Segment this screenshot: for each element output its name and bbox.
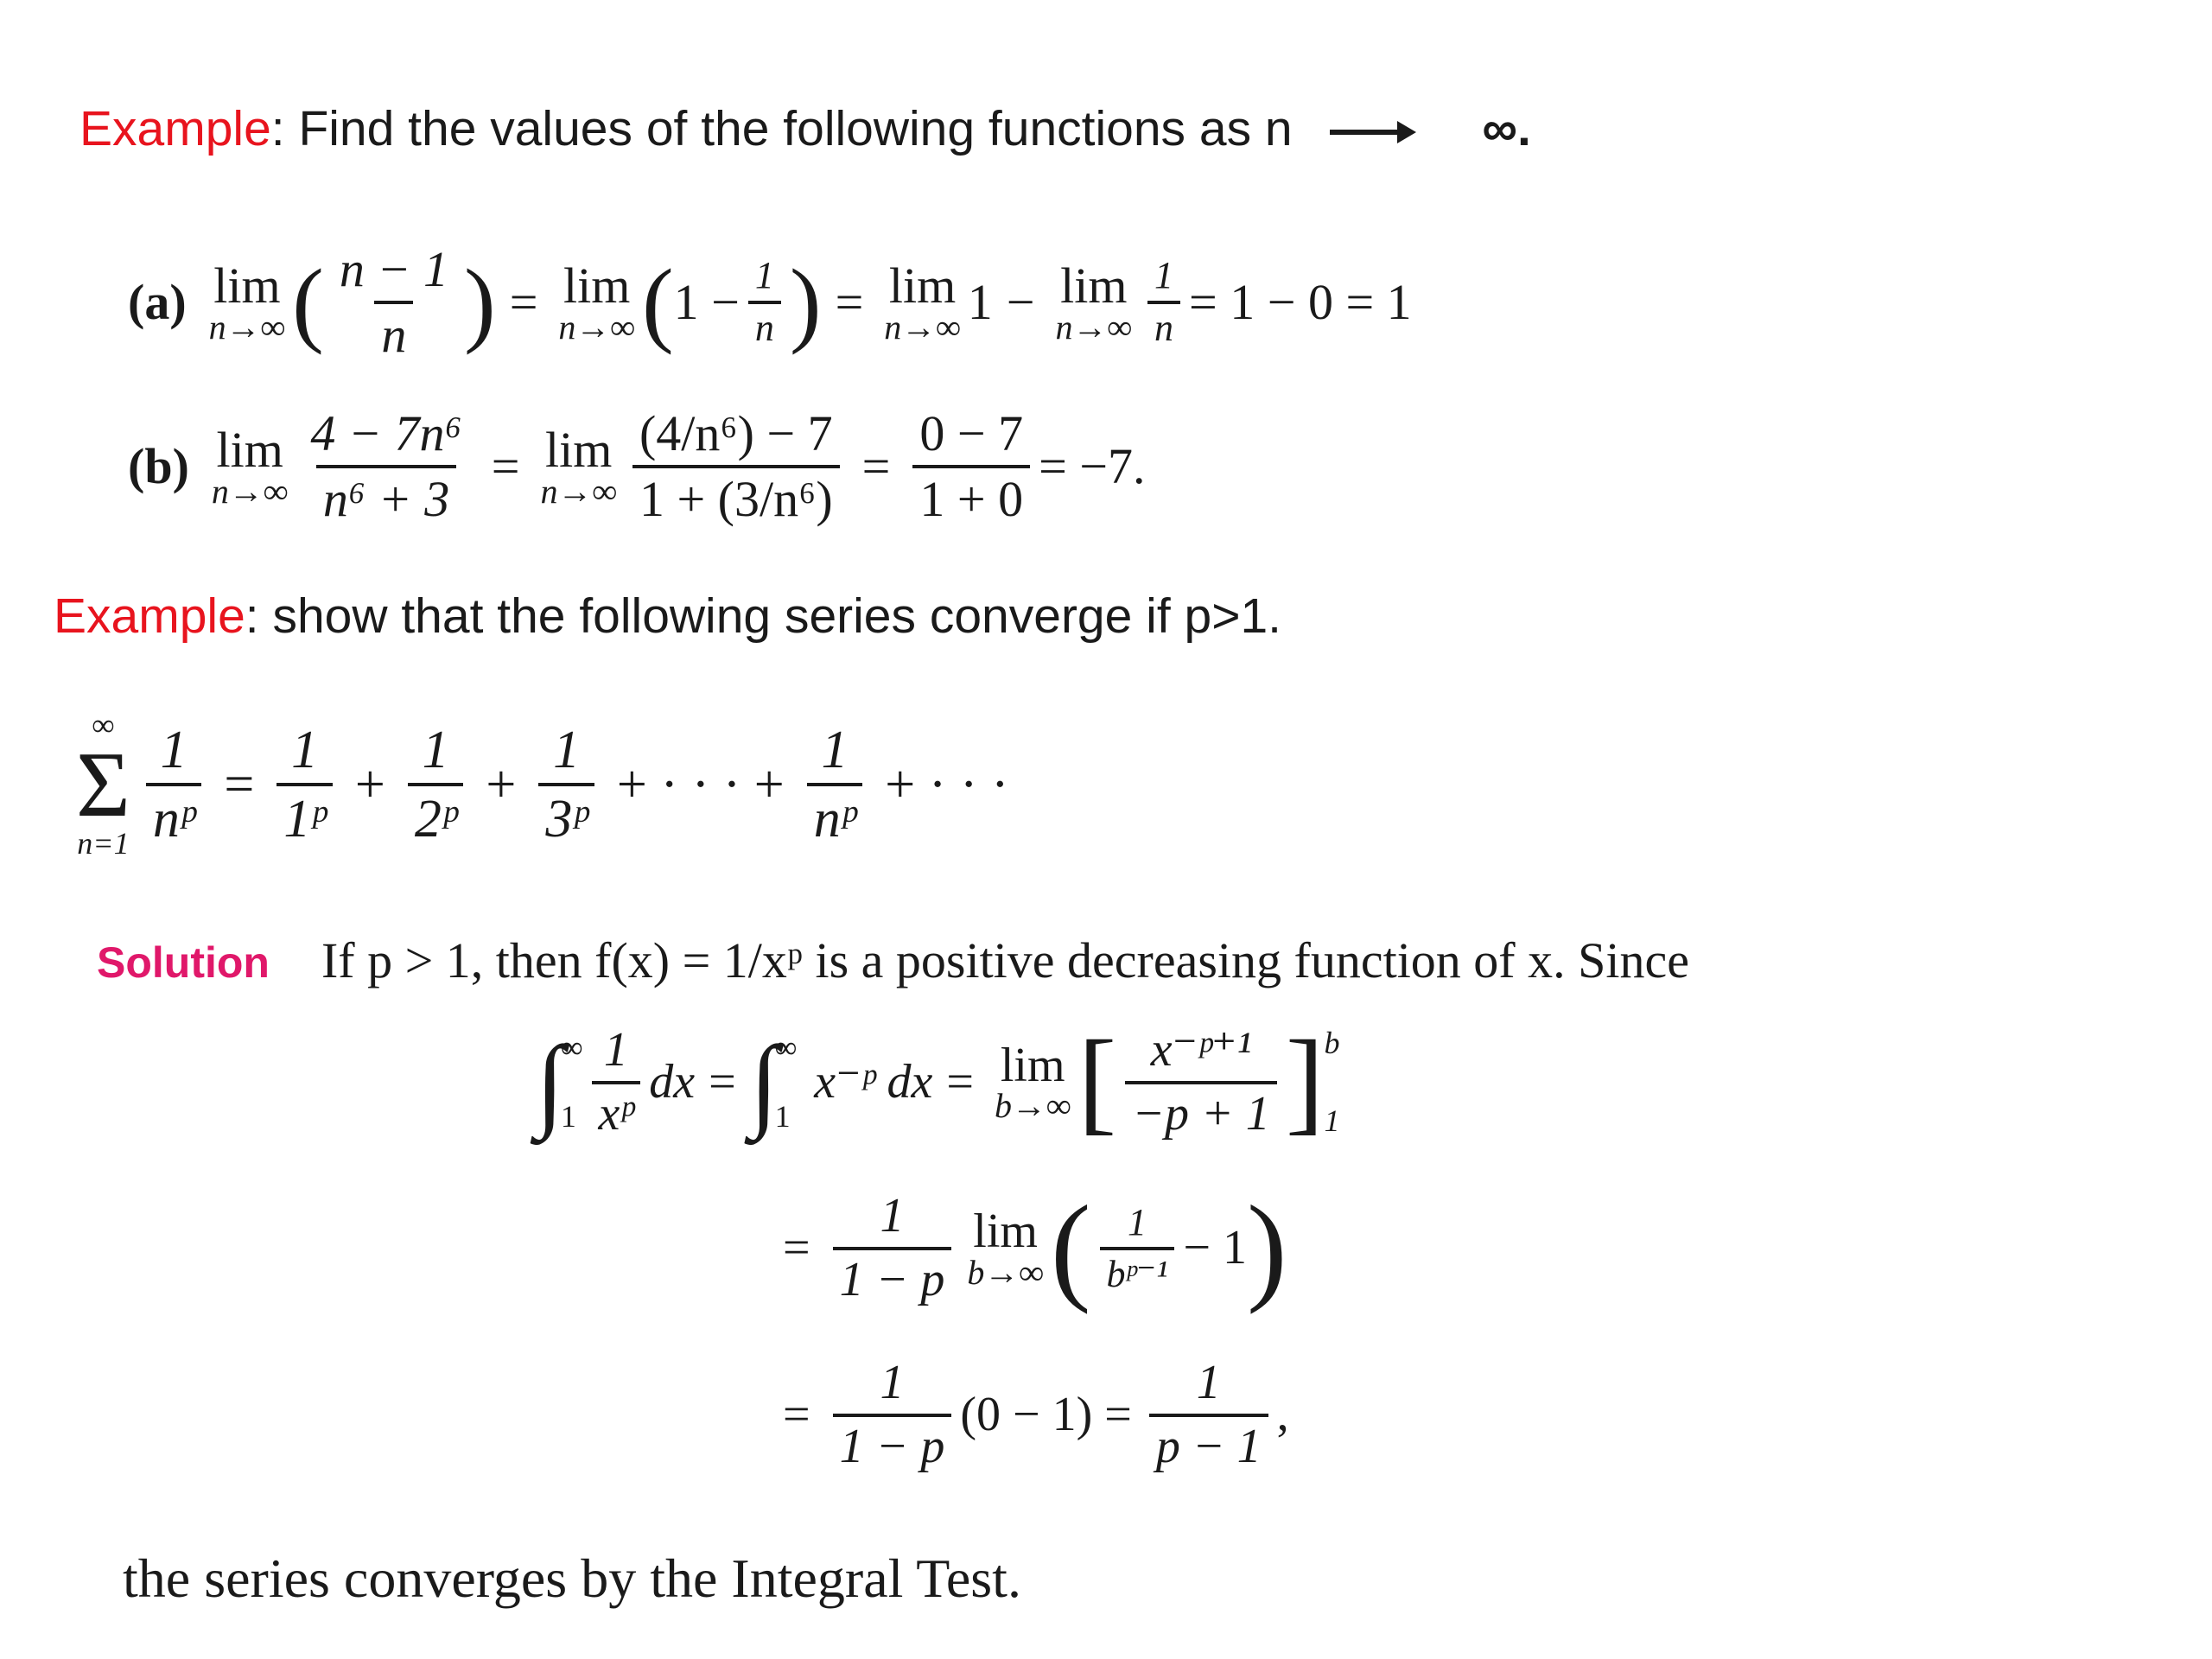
fraction-1-over-2p: $\frac{1}{\text{2ᵖ}}$ (408, 721, 464, 849)
limit-n-to-infinity: lim n→∞ (208, 257, 286, 346)
integral-sign-icon: ∫ (536, 1024, 564, 1140)
solution-line (97, 931, 1689, 989)
fraction-1-over-np: $\frac{1}{\text{nᵖ}}$ (807, 721, 863, 849)
limit-n-to-infinity: lim n→∞ (211, 421, 289, 511)
fraction-1-over-1p: $\frac{1}{\text{1ᵖ}}$ (276, 721, 333, 849)
limit-b-to-infinity: lim b→∞ (967, 1205, 1044, 1292)
part-a-result: = 1 − 0 = 1 (1189, 273, 1412, 330)
summation: ∞ Σ n=1 (76, 708, 130, 861)
example1-text: : Find the values of the following functions as n (270, 101, 1293, 156)
fraction-1-over-3p: $\frac{1}{\text{3ᵖ}}$ (538, 721, 594, 849)
solution-label: Solution (97, 938, 270, 987)
fraction-antiderivative: $\frac{\text{x⁻ᵖ⁺¹}}{-p + 1}$ (1125, 1024, 1277, 1141)
example2-heading (54, 588, 1281, 645)
example1-label: Example (79, 101, 271, 156)
limit-b-to-infinity: lim b→∞ (994, 1038, 1071, 1126)
fraction-1-over-p-minus-1: $\frac{1}{p - 1}$ (1149, 1357, 1268, 1473)
limit-n-to-infinity: lim n→∞ (558, 257, 635, 346)
fraction-1-over-b-p-minus-1: $\frac{1}{\text{bᵖ⁻¹}}$ (1100, 1202, 1175, 1296)
fraction-1-over-n: $\frac{1}{n}$ (1147, 255, 1180, 349)
fraction-1-over-1-minus-p: $\frac{1}{1 - p}$ (833, 1357, 952, 1473)
fraction-divided-form: $\frac{\text{(4/n⁶) − 7}}{\text{1 + (3/n⁶)}}$ (632, 406, 840, 527)
integral-sign-icon: ∫ (749, 1024, 779, 1140)
limit-n-to-infinity: lim n→∞ (1055, 257, 1133, 346)
p-series-equation: ∞ Σ n=1 $\frac{1}{\text{nᵖ}}$ = $\frac{1}{\text{1ᵖ}}$ + $\frac{1}{\text{2ᵖ}}$ + $\frac{1}{\text{3ᵖ}}$ + · · · + $\frac{1}{\text{nᵖ}}$ + · · · (76, 708, 1009, 861)
fraction-n-minus-1-over-n: $\frac{n - 1}{n}$ (339, 241, 448, 363)
sigma-icon: Σ (76, 733, 130, 836)
fraction-1-over-xp: $\frac{1}{\text{xᵖ}}$ (592, 1024, 641, 1141)
right-arrow-icon (1330, 128, 1416, 137)
integral-1-to-infinity: ∫ ∞ 1 (536, 1024, 583, 1140)
fraction-4-minus-7n6-over-n6-plus-3: $\frac{\text{4 − 7n⁶}}{\text{n⁶ + 3}}$ (310, 405, 462, 527)
solution-text: If p > 1, then f(x) = 1/xᵖ is a positive decreasing function of x. Since (321, 932, 1689, 988)
example2-text: : show that the following series converge if p>1. (245, 588, 1282, 644)
example1-heading (79, 100, 1531, 157)
fraction-1-over-1-minus-p: $\frac{1}{1 - p}$ (833, 1190, 952, 1306)
part-a-equation: (a) lim n→∞ ( $\frac{n - 1}{n}$ ) = lim n→∞ ( 1 − $\frac{1}{n}$ ) = lim n→∞ 1 − lim n→∞ $\frac{1}{n}$ = 1 − 0 = 1 (128, 241, 1412, 363)
step3-equation: = $\frac{1}{1 - p}$ (0 − 1) = $\frac{1}{p - 1}$ , (783, 1356, 1289, 1473)
conclusion-text: the series converges by the Integral Test. (123, 1548, 1021, 1609)
integral-1-to-infinity: ∫ ∞ 1 (749, 1024, 798, 1140)
fraction-1-over-np: $\frac{1}{\text{nᵖ}}$ (146, 721, 202, 849)
integral-equation: ∫ ∞ 1 $\frac{1}{\text{xᵖ}}$ dx = ∫ ∞ 1 x⁻ᵖ dx = lim b→∞ [ $\frac{\text{x⁻ᵖ⁺¹}}{-p + 1}$ ] b 1 (536, 1017, 1340, 1147)
inner-expression: 1 − (673, 273, 740, 330)
evaluation-bounds: b 1 (1324, 1025, 1340, 1138)
limit-n-to-infinity: lim n→∞ (884, 257, 961, 346)
infinity-symbol: ∞. (1482, 101, 1531, 156)
part-a-label: (a) (128, 273, 187, 330)
part-b-result: = −7. (1039, 437, 1146, 494)
fraction-1-over-n: $\frac{1}{n}$ (748, 255, 781, 349)
fraction-0-minus-7-over-1-plus-0: $\frac{0 - 7}{1 + 0}$ (912, 406, 1030, 527)
step2-equation: = $\frac{1}{1 - p}$ lim b→∞ ( $\frac{1}{\text{bᵖ⁻¹}}$ − 1 ) (783, 1181, 1287, 1315)
part-b-equation: (b) lim n→∞ $\frac{\text{4 − 7n⁶}}{\text{n⁶ + 3}}$ = lim n→∞ $\frac{\text{(4/n⁶) − 7}}{\text{1 + (3/n⁶)}}$ = $\frac{0 - 7}{1 + 0}$ = −7. (128, 405, 1146, 527)
limit-n-to-infinity: lim n→∞ (540, 421, 617, 511)
example2-label: Example (54, 588, 245, 644)
part-b-label: (b) (128, 437, 189, 494)
